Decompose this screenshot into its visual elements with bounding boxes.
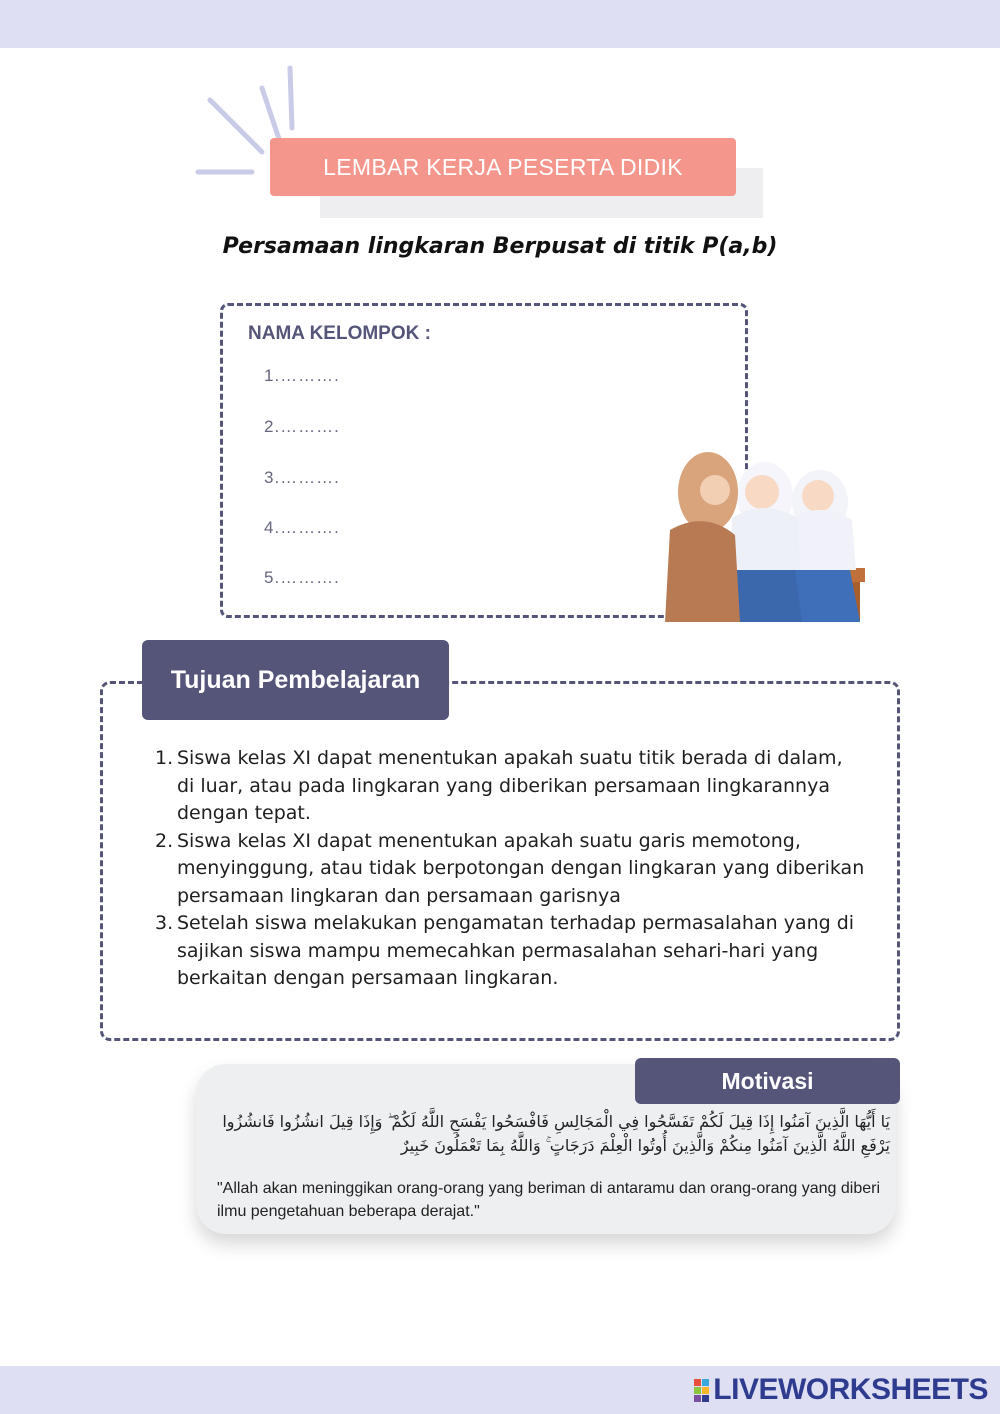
member-1-field[interactable]: 1.………. xyxy=(264,366,340,385)
goal-item: 1. Siswa kelas XI dapat menentukan apakah suatu titik berada di dalam, di luar, atau pada lingkaran yang diberikan persamaan lingkarannya dengan tepat. xyxy=(155,747,843,824)
top-band xyxy=(0,0,1000,48)
member-4-field[interactable]: 4.………. xyxy=(264,518,340,537)
goal-item: 2. Siswa kelas XI dapat menentukan apakah suatu garis memotong, menyinggung, atau tidak berpotongan dengan lingkaran yang diberikan persamaan lingkaran dan persamaan garisnya xyxy=(155,829,865,907)
member-5-field[interactable]: 5.………. xyxy=(264,568,340,587)
students-illustration xyxy=(660,440,870,622)
learning-goals-title: Tujuan Pembelajaran xyxy=(142,640,449,720)
verse-translation: "Allah akan meninggikan orang-orang yang beriman di antaramu dan orang-orang yang diberi ilmu pengetahuan beberapa derajat." xyxy=(217,1180,880,1220)
member-2-field[interactable]: 2.………. xyxy=(264,417,340,436)
learning-goals-list xyxy=(155,745,865,993)
group-label: NAMA KELOMPOK : xyxy=(248,323,431,344)
worksheet-subtitle: Persamaan lingkaran Berpusat di titik P(a,b) xyxy=(222,234,778,259)
motivation-title: Motivasi xyxy=(635,1058,900,1104)
logo-text: LIVEWORKSHEETS xyxy=(713,1373,988,1406)
logo-mark-icon xyxy=(694,1379,709,1402)
member-3-field[interactable]: 3.………. xyxy=(264,468,340,487)
liveworksheets-logo[interactable] xyxy=(694,1372,988,1408)
quran-verse: يَا أَيُّهَا الَّذِينَ آمَنُوا إِذَا قِيلَ لَكُمْ تَفَسَّحُوا فِي الْمَجَالِسِ فَافْسَحُوا يَفْسَحِ اللَّهُ لَكُمْ ۖ وَإِذَا قِيلَ انشُزُوا فَانشُزُوا يَرْفَعِ اللَّهُ الَّذِينَ آمَنُوا مِنكُمْ وَالَّذِينَ أُوتُوا الْعِلْمَ دَرَجَاتٍ ۚ وَاللَّهُ بِمَا تَعْمَلُونَ خَبِيرٌ xyxy=(222,1112,890,1155)
worksheet-title: LEMBAR KERJA PESERTA DIDIK xyxy=(270,138,736,196)
goal-item: 3. Setelah siswa melakukan pengamatan terhadap permasalahan yang di sajikan siswa mampu memecahkan permasalahan sehari-hari yang berkaitan dengan persamaan lingkaran. xyxy=(155,912,855,989)
